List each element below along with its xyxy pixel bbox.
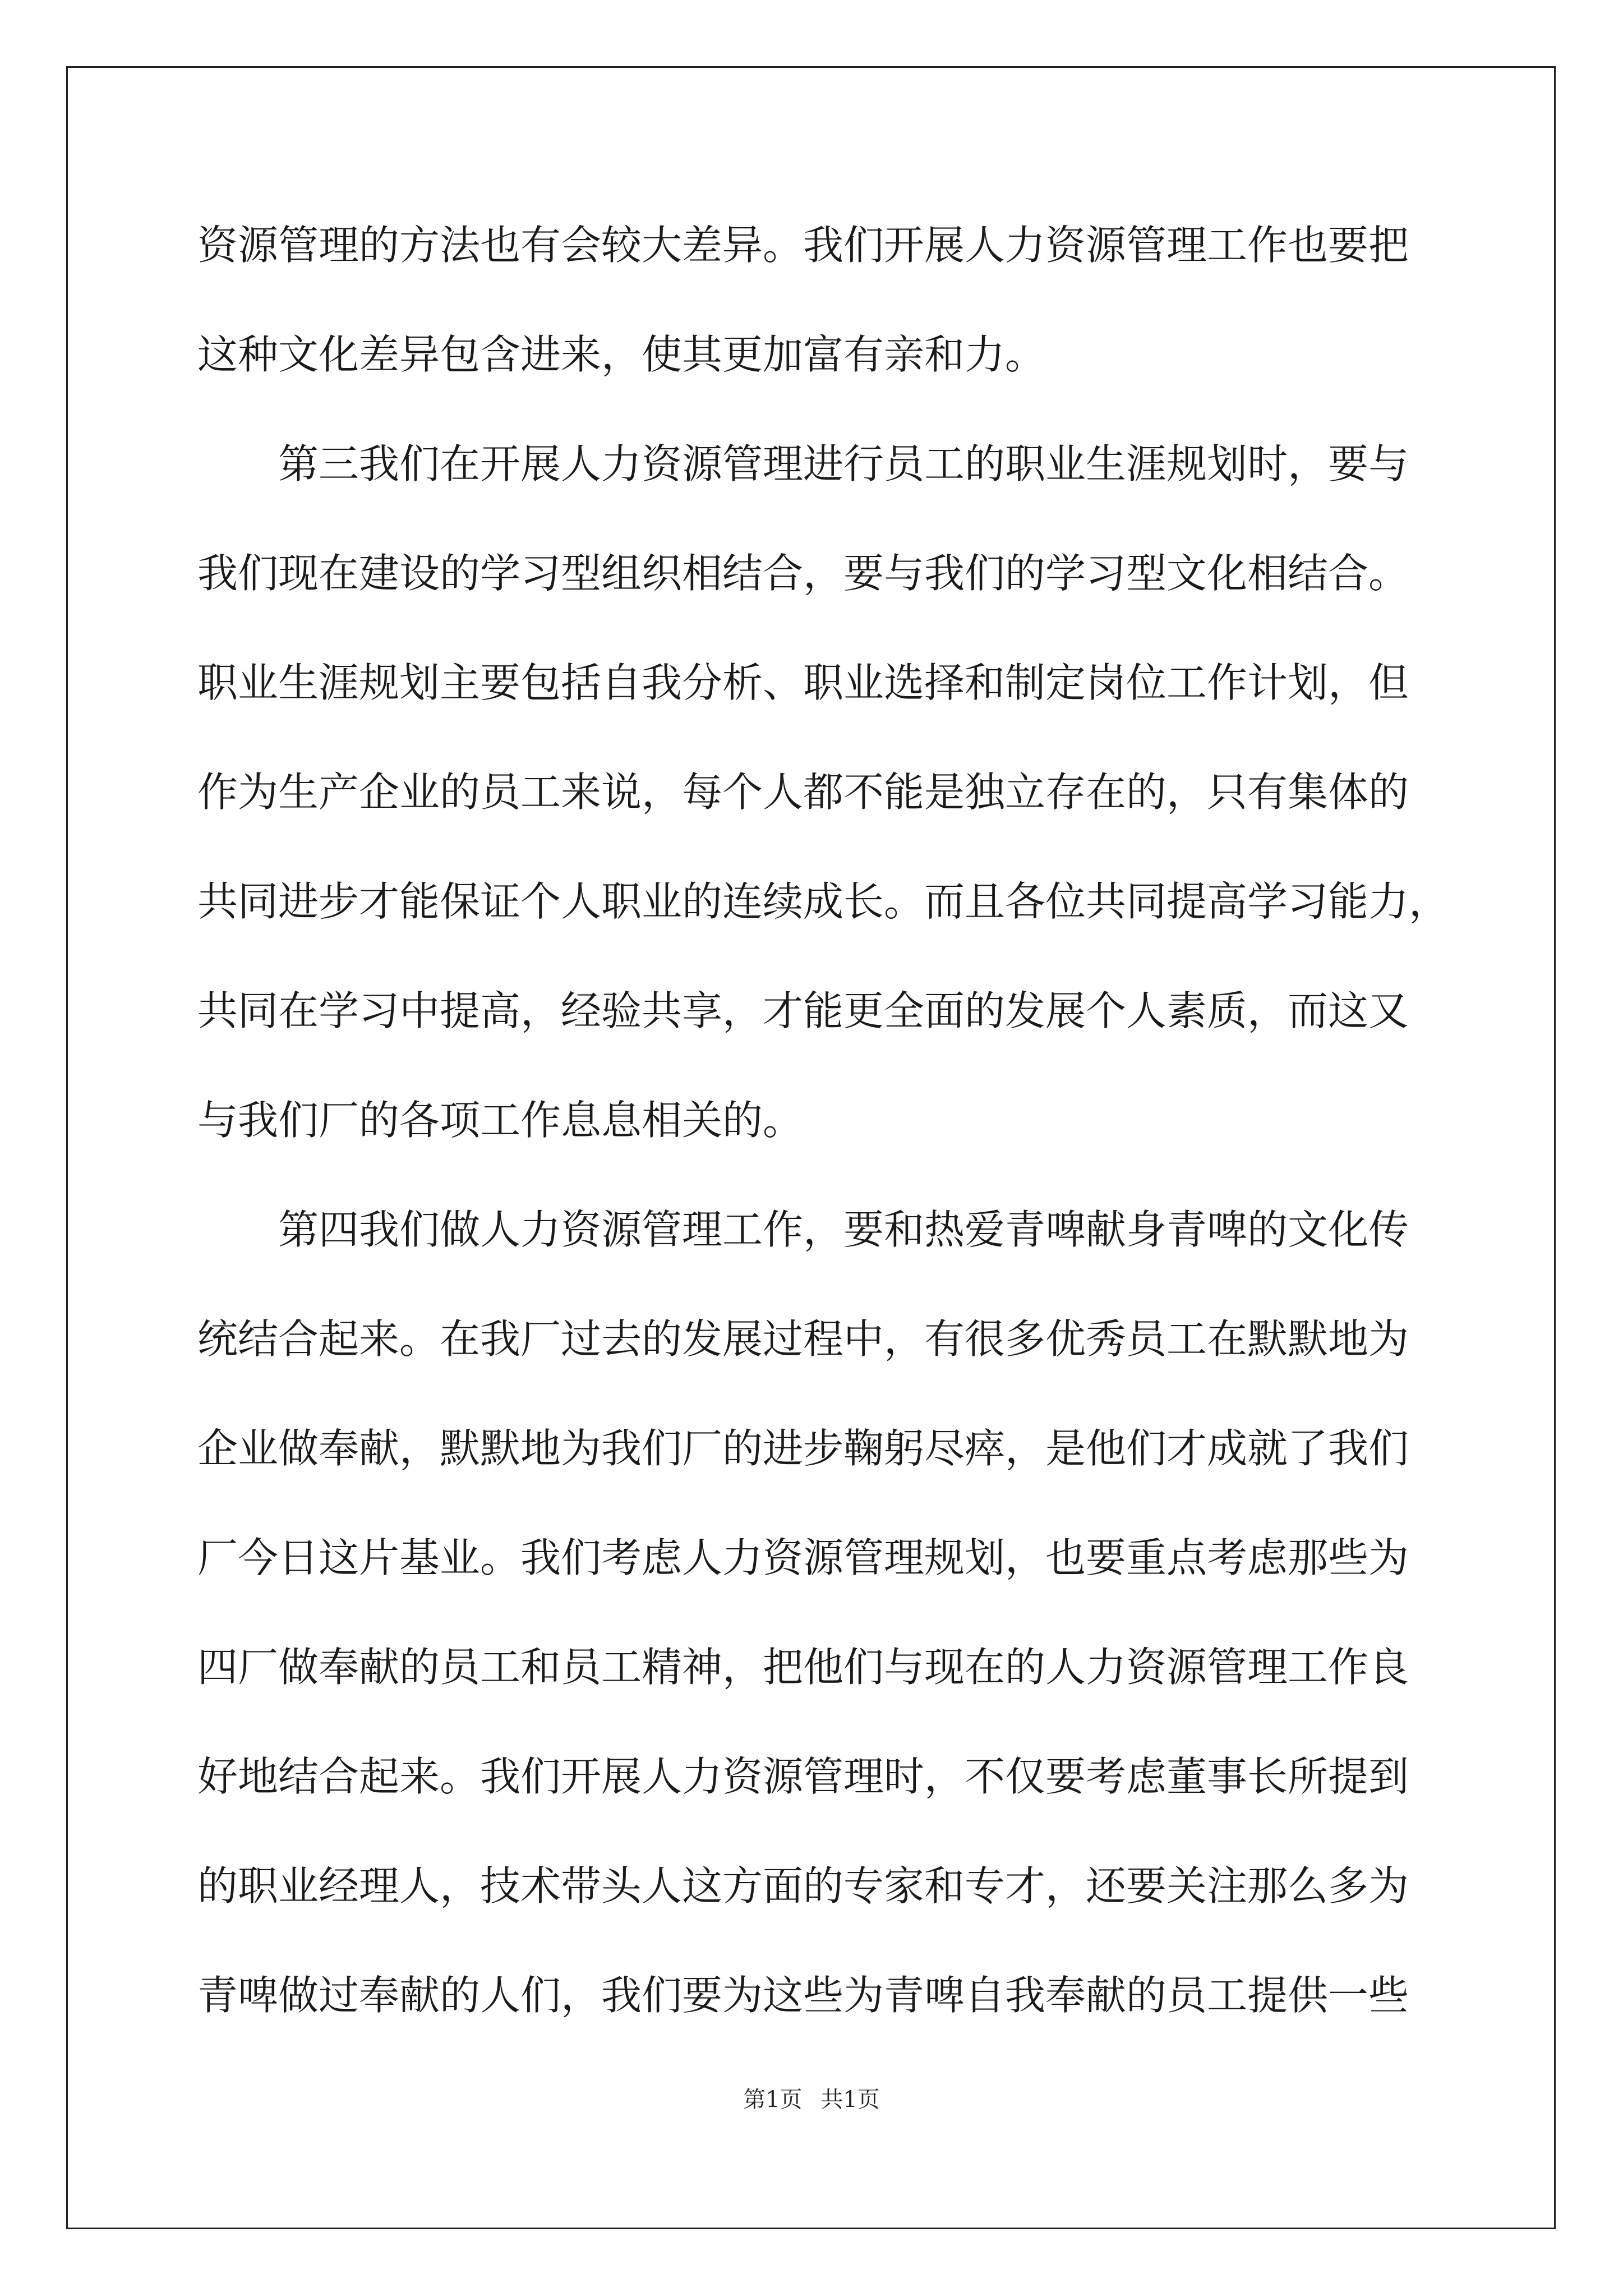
text-line: 第四我们做人力资源管理工作，要和热爱青啤献身青啤的文化传 <box>197 1206 1409 1253</box>
page-number-current: 第1页 <box>743 2087 803 2113</box>
text-line: 这种文化差异包含进来，使其更加富有亲和力。 <box>197 331 1046 378</box>
text-line: 职业生涯规划主要包括自我分析、职业选择和制定岗位工作计划，但 <box>197 659 1409 706</box>
page-footer <box>0 2086 1623 2114</box>
text-line: 企业做奉献，默默地为我们厂的进步鞠躬尽瘁，是他们才成就了我们 <box>197 1425 1409 1472</box>
text-line: 共同在学习中提高，经验共享，才能更全面的发展个人素质，而这又 <box>197 987 1409 1034</box>
text-line: 与我们厂的各项工作息息相关的。 <box>197 1097 804 1144</box>
text-line: 青啤做过奉献的人们，我们要为这些为青啤自我奉献的员工提供一些 <box>197 1972 1409 2019</box>
text-line: 好地结合起来。我们开展人力资源管理时，不仅要考虑董事长所提到 <box>197 1753 1409 1800</box>
text-line: 四厂做奉献的员工和员工精神，把他们与现在的人力资源管理工作良 <box>197 1644 1409 1691</box>
text-line: 作为生产企业的员工来说，每个人都不能是独立存在的，只有集体的 <box>197 769 1409 816</box>
text-line: 统结合起来。在我厂过去的发展过程中，有很多优秀员工在默默地为 <box>197 1315 1409 1363</box>
page-number-total: 共1页 <box>820 2087 880 2113</box>
document-body <box>197 211 1450 2071</box>
text-line: 资源管理的方法也有会较大差异。我们开展人力资源管理工作也要把 <box>197 222 1409 269</box>
text-line: 共同进步才能保证个人职业的连续成长。而且各位共同提高学习能力， <box>197 878 1450 925</box>
text-line: 厂今日这片基业。我们考虑人力资源管理规划，也要重点考虑那些为 <box>197 1534 1409 1581</box>
text-line: 的职业经理人，技术带头人这方面的专家和专才，还要关注那么多为 <box>197 1862 1409 1910</box>
text-line: 我们现在建设的学习型组织相结合，要与我们的学习型文化相结合。 <box>197 550 1409 597</box>
text-line: 第三我们在开展人力资源管理进行员工的职业生涯规划时，要与 <box>197 440 1409 487</box>
